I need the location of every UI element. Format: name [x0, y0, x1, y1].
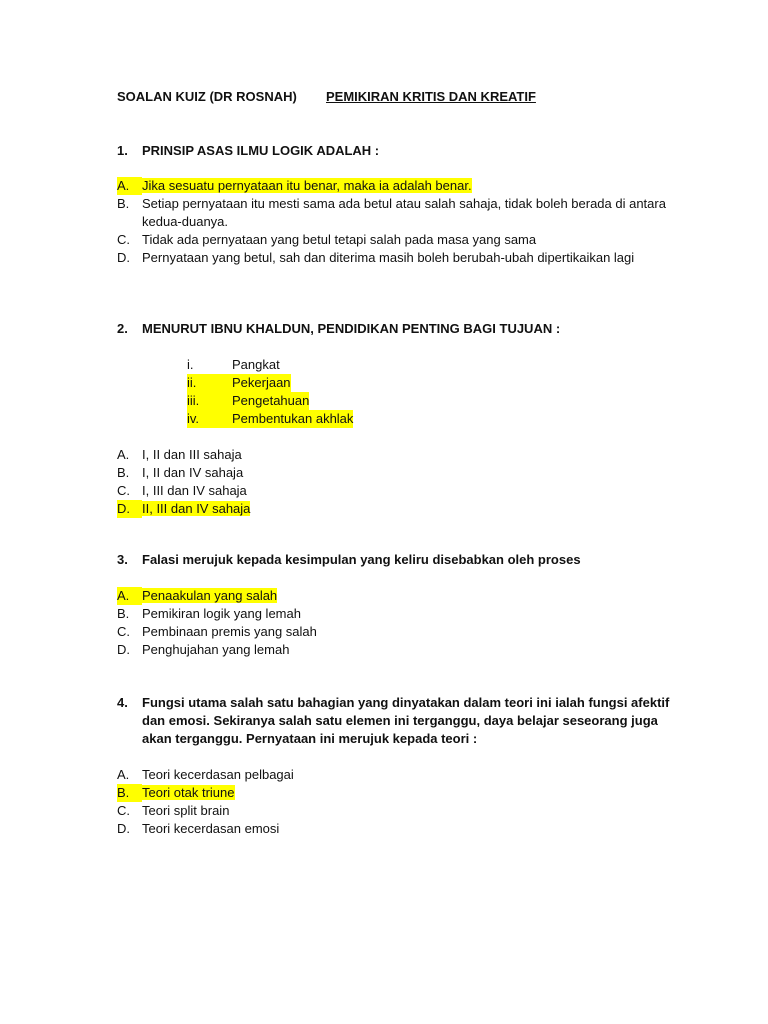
- option-c: [117, 623, 677, 641]
- option-letter: D.: [117, 500, 142, 518]
- question-1: [117, 142, 677, 267]
- option-text-wrap: [142, 177, 677, 195]
- option-d: [117, 641, 677, 659]
- option-b: [117, 605, 677, 623]
- option-text: II, III dan IV sahaja: [142, 501, 251, 516]
- options-list: [117, 766, 677, 838]
- question-number: 1.: [117, 143, 128, 158]
- option-text-wrap: [142, 587, 677, 605]
- statement-iv: [187, 410, 353, 428]
- statement-number: iii.: [187, 393, 200, 408]
- statement-number: i.: [187, 357, 194, 372]
- question-text: Falasi merujuk kepada kesimpulan yang keliru disebabkan oleh proses: [142, 552, 581, 567]
- question-3: [117, 551, 677, 659]
- option-a: [117, 587, 677, 605]
- question-stem: [117, 320, 677, 338]
- option-a: [117, 446, 677, 464]
- question-stem: [117, 551, 677, 569]
- options-list: [117, 446, 677, 518]
- option-letter: D.: [117, 821, 130, 836]
- statements-list: [187, 356, 677, 428]
- statement-text: Pangkat: [232, 357, 280, 372]
- option-a: [117, 766, 677, 784]
- option-letter: A.: [117, 587, 142, 605]
- option-text-wrap: [142, 784, 677, 802]
- option-d: [117, 820, 677, 838]
- question-number: 4.: [117, 695, 128, 710]
- option-letter: C.: [117, 483, 130, 498]
- option-letter: B.: [117, 606, 130, 621]
- option-b: [117, 195, 677, 231]
- statement-text: Pembentukan akhlak: [232, 411, 354, 426]
- option-text: Teori kecerdasan pelbagai: [142, 767, 294, 782]
- option-c: [117, 802, 677, 820]
- question-2: [117, 320, 677, 518]
- option-letter: D.: [117, 642, 130, 657]
- option-text: Teori otak triune: [142, 785, 235, 800]
- option-letter: B.: [117, 465, 130, 480]
- option-text: I, III dan IV sahaja: [142, 483, 247, 498]
- option-c: [117, 482, 677, 500]
- option-text: Pembinaan premis yang salah: [142, 624, 317, 639]
- option-text: Penghujahan yang lemah: [142, 642, 290, 657]
- option-letter: A.: [117, 447, 130, 462]
- option-text: Setiap pernyataan itu mesti sama ada betul atau salah sahaja, tidak boleh berada di antara kedua-duanya.: [142, 196, 666, 229]
- option-letter: B.: [117, 784, 142, 802]
- option-c: [117, 231, 677, 249]
- statement-i: [187, 356, 280, 374]
- option-text: I, II dan IV sahaja: [142, 465, 244, 480]
- option-text: I, II dan III sahaja: [142, 447, 242, 462]
- question-text: Fungsi utama salah satu bahagian yang dinyatakan dalam teori ini ialah fungsi afektif dan emosi. Sekiranya salah satu elemen ini terganggu, daya belajar seseorang juga akan terganggu. Pernyataan ini merujuk kepada teori :: [142, 695, 670, 746]
- statement-ii: [187, 374, 291, 392]
- option-a: [117, 177, 677, 195]
- question-stem: [117, 694, 677, 748]
- option-text: Jika sesuatu pernyataan itu benar, maka ia adalah benar.: [142, 178, 472, 193]
- option-text: Pemikiran logik yang lemah: [142, 606, 301, 621]
- question-text: PRINSIP ASAS ILMU LOGIK ADALAH :: [142, 143, 380, 158]
- option-letter: C.: [117, 232, 130, 247]
- statement-number: iv.: [187, 411, 200, 426]
- option-d: [117, 500, 677, 518]
- option-b: [117, 784, 677, 802]
- option-text: Penaakulan yang salah: [142, 588, 278, 603]
- subject-title: PEMIKIRAN KRITIS DAN KREATIF: [326, 89, 536, 104]
- option-letter: A.: [117, 177, 142, 195]
- quiz-title: SOALAN KUIZ (DR ROSNAH): [117, 89, 297, 104]
- question-stem: [117, 142, 677, 160]
- option-text: Teori kecerdasan emosi: [142, 821, 280, 836]
- question-text: MENURUT IBNU KHALDUN, PENDIDIKAN PENTING BAGI TUJUAN :: [142, 321, 561, 336]
- option-text-wrap: [142, 500, 677, 518]
- option-d: [117, 249, 677, 267]
- option-text: Pernyataan yang betul, sah dan diterima masih boleh berubah-ubah dipertikaikan lagi: [142, 250, 635, 265]
- option-letter: A.: [117, 767, 130, 782]
- question-number: 2.: [117, 321, 128, 336]
- statement-text: Pengetahuan: [232, 393, 310, 408]
- option-letter: B.: [117, 196, 130, 211]
- statement-number: ii.: [187, 375, 197, 390]
- options-list: [117, 587, 677, 659]
- option-letter: C.: [117, 803, 130, 818]
- question-4: [117, 694, 677, 838]
- option-text: Tidak ada pernyataan yang betul tetapi salah pada masa yang sama: [142, 232, 537, 247]
- question-number: 3.: [117, 552, 128, 567]
- option-letter: C.: [117, 624, 130, 639]
- option-b: [117, 464, 677, 482]
- options-list: [117, 177, 677, 267]
- document-header: [117, 88, 536, 105]
- statement-text: Pekerjaan: [232, 375, 291, 390]
- statement-iii: [187, 392, 309, 410]
- option-letter: D.: [117, 250, 130, 265]
- option-text: Teori split brain: [142, 803, 230, 818]
